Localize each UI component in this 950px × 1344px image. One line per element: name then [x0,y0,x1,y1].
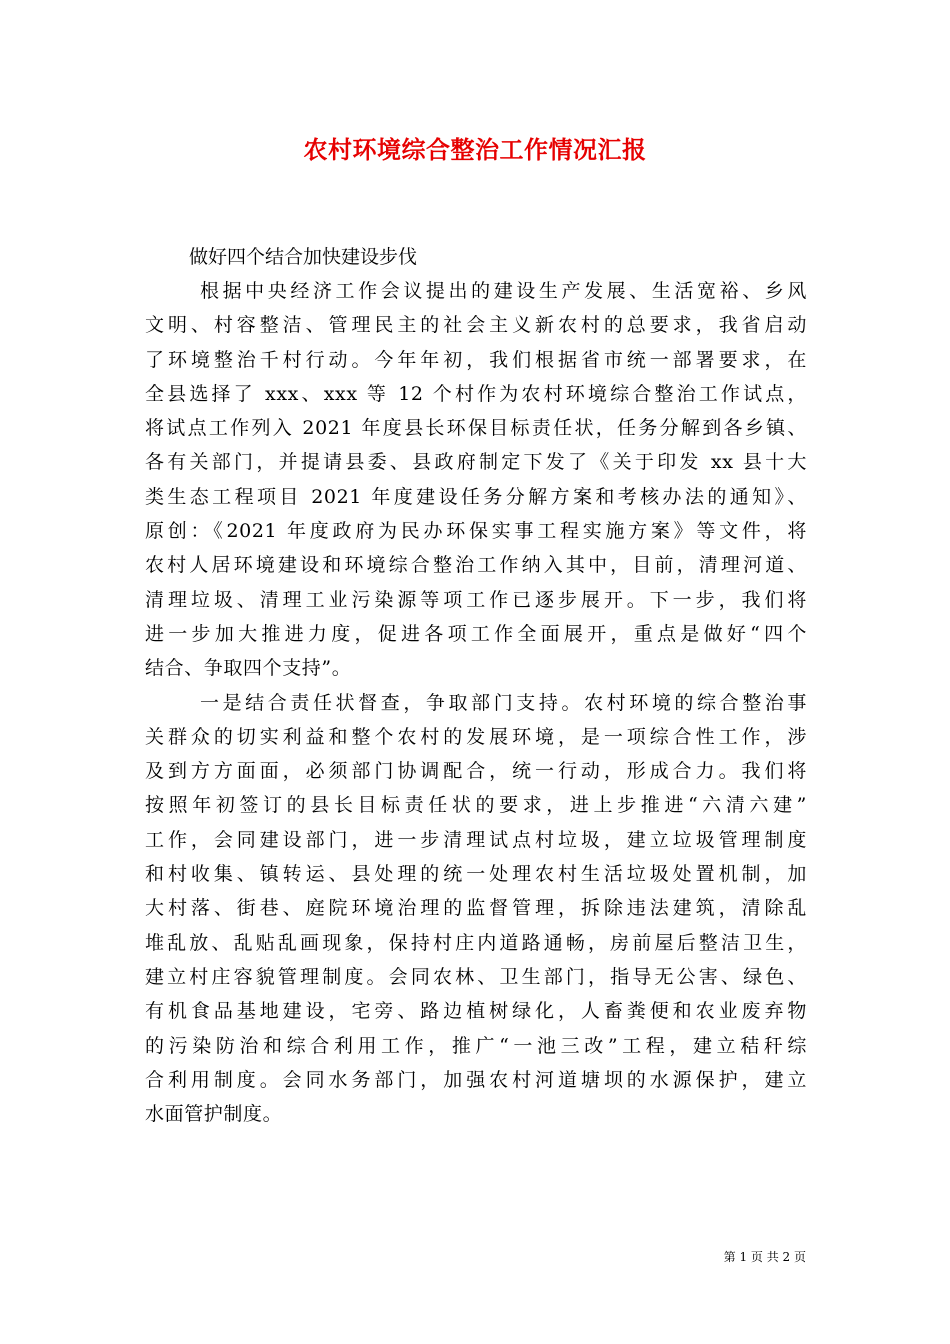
text-line: 根据中央经济工作会议提出的建设生产发展、生活宽裕、乡风 [200,280,807,302]
text-line: 将试点工作列入 2021 年度县长环保目标责任状，任务分解到各乡镇、 [145,417,807,440]
text-line: 大村落、街巷、庭院环境治理的监督管理，拆除违法建筑，清除乱 [145,897,807,920]
text-line: 堆乱放、乱贴乱画现象，保持村庄内道路通畅，房前屋后整洁卫生， [145,931,807,954]
text-line: 工作，会同建设部门，进一步清理试点村垃圾，建立垃圾管理制度 [145,828,807,851]
text-line: 了环境整治千村行动。今年年初，我们根据省市统一部署要求，在 [145,348,807,371]
paragraph-point-one [145,686,807,1132]
page-number: 第 1 页 共 2 页 [723,1250,806,1264]
text-line: 结合、争取四个支持”。 [145,657,352,680]
text-line: 关群众的切实利益和整个农村的发展环境，是一项综合性工作，涉 [145,725,807,748]
text-line: 清理垃圾、清理工业污染源等项工作已逐步展开。下一步，我们将 [145,588,807,611]
text-line: 全县选择了 xxx、xxx 等 12 个村作为农村环境综合整治工作试点， [145,382,807,405]
paragraph-intro [145,274,807,686]
document-body [145,240,807,1131]
text-line: 的污染防治和综合利用工作，推广“一池三改”工程，建立秸秆综 [145,1034,807,1057]
text-line: 按照年初签订的县长目标责任状的要求，进上步推进“六清六建” [145,794,807,817]
text-line: 有机食品基地建设，宅旁、路边植树绿化，人畜粪便和农业废弃物 [145,1000,807,1023]
text-line: 及到方方面面，必须部门协调配合，统一行动，形成合力。我们将 [145,760,807,783]
text-line: 水面管护制度。 [145,1103,283,1126]
page-title: 农村环境综合整治工作情况汇报 [303,135,647,164]
text-line: 类生态工程项目 2021 年度建设任务分解方案和考核办法的通知》、 [145,485,807,508]
text-line: 一是结合责任状督查，争取部门支持。农村环境的综合整治事 [200,691,807,714]
text-line: 文明、村容整洁、管理民主的社会主义新农村的总要求，我省启动 [145,314,807,337]
text-line: 和村收集、镇转运、县处理的统一处理农村生活垃圾处置机制，加 [145,863,807,886]
section-heading: 做好四个结合加快建设步伐 [189,246,418,268]
text-line: 合利用制度。会同水务部门，加强农村河道塘坝的水源保护，建立 [145,1068,807,1091]
text-line: 各有关部门，并提请县委、县政府制定下发了《关于印发 xx 县十大 [145,451,807,474]
text-line: 进一步加大推进力度，促进各项工作全面展开，重点是做好“四个 [145,622,807,645]
text-line: 原创：《2021 年度政府为民办环保实事工程实施方案》等文件，将 [145,520,807,543]
text-line: 建立村庄容貌管理制度。会同农林、卫生部门，指导无公害、绿色、 [145,965,807,988]
text-line: 农村人居环境建设和环境综合整治工作纳入其中，目前，清理河道、 [145,554,807,577]
